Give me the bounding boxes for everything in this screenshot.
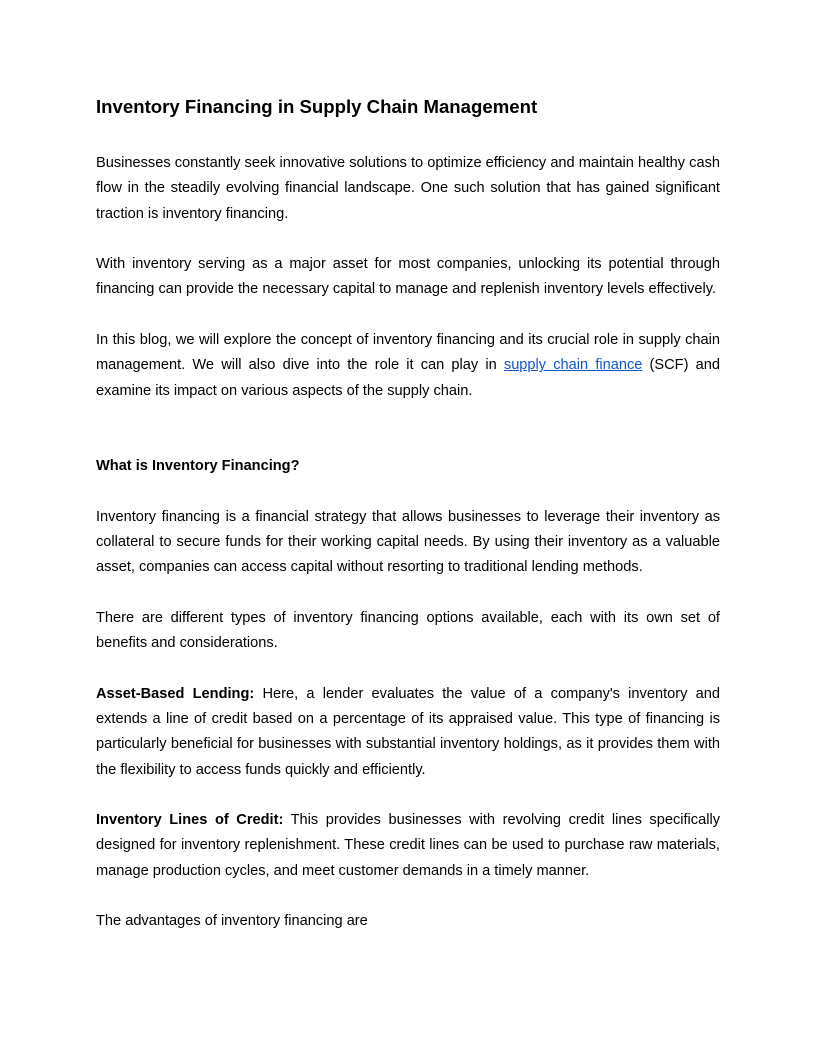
blog-paragraph-text-before: In this blog, we will explore the concept of inventory financing and its crucial role in supply chain management. We will also dive into the role it can play in (96, 332, 720, 374)
closing-paragraph: The advantages of inventory financing are (96, 913, 368, 930)
section-heading: What is Inventory Financing? (96, 457, 300, 474)
asset-based-lending-text: Here, a lender evaluates the value of a company's inventory and extends a line of credit based on a percentage of its appraised value. This type of financing is particularly beneficial for businesses with substantial inventory holdings, as it provides them with the flexibility to access funds quickly and efficiently. (96, 685, 720, 778)
intro-paragraph-1: Businesses constantly seek innovative solutions to optimize efficiency and maintain healthy cash flow in the steadily evolving financial landscape. One such solution that has gained significant traction is inventory financing. (96, 155, 720, 222)
section-paragraph-1: Inventory financing is a financial strategy that allows businesses to leverage their inventory as collateral to secure funds for their working capital needs. By using their inventory as a valuable asset, companies can access capital without resorting to traditional lending methods. (96, 508, 720, 576)
asset-based-lending-paragraph (96, 682, 720, 783)
supply-chain-finance-link[interactable]: supply chain finance (503, 357, 643, 374)
section-paragraph-2: There are different types of inventory financing options available, each with its own set of benefits and considerations. (96, 609, 720, 652)
blog-paragraph-text-after: (SCF) and examine its impact on various aspects of the supply chain. (96, 357, 720, 399)
inventory-lines-of-credit-text: This provides businesses with revolving credit lines specifically designed for inventory replenishment. These credit lines can be used to purchase raw materials, manage production cycles, and meet customer demands in a timely manner. (96, 812, 720, 879)
page-title: Inventory Financing in Supply Chain Management (96, 96, 538, 117)
document-page (96, 95, 720, 960)
inventory-lines-of-credit-term: Inventory Lines of Credit: (96, 812, 284, 829)
intro-paragraph-2: With inventory serving as a major asset for most companies, unlocking its potential through financing can provide the necessary capital to manage and replenish inventory levels effectively. (96, 256, 720, 298)
inventory-lines-of-credit-paragraph (96, 808, 720, 884)
blog-paragraph (96, 328, 720, 404)
asset-based-lending-term: Asset-Based Lending: (96, 685, 255, 702)
